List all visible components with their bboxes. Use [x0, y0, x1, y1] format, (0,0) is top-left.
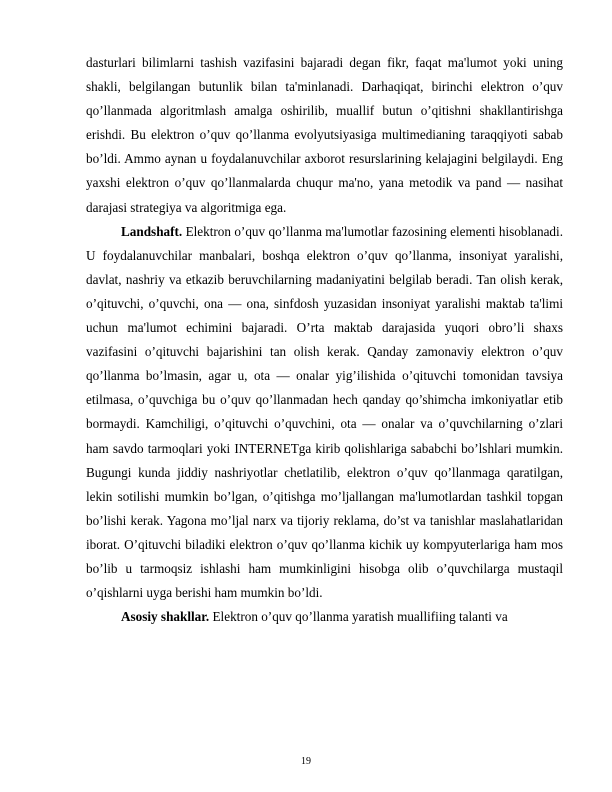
document-page	[86, 51, 563, 629]
paragraph-1	[86, 51, 563, 220]
term-asosiy-shakllar: Asosiy shakllar.	[121, 609, 210, 625]
paragraph-asosiy-shakllar	[86, 605, 563, 629]
paragraph-landshaft	[86, 220, 563, 606]
paragraph-landshaft-text: Elektron o’quv qo’llanma ma'lumotlar fazosining elementi hisoblanadi. U foydalanuvchilar manbalari, boshqa elektron o’quv qo’llanma, insoniyat yaralishi, davlat, nashriy va etkazib beruvchilarning madaniyatini belgilab beradi. Tan olish kerak, o’qituvchi, o’quvchi, ona — ona, sinfdosh yuzasidan insoniyat yaralishi maktab ta'limi uchun ma'lumot echimini bajaradi. O’rta maktab darajasida yuqori obro’li shaxs vazifasini o’qituvchi bajarishini tan olish kerak. Qanday zamonaviy elektron o’quv qo’llanma bo’lmasin, agar u, ota — onalar yig’ilishida o’qituvchi tomonidan tavsiya etilmasa, o’quvchiga bu o’quv qo’llanmadan hech qanday qo’shimcha imkoniyatlar etib bormaydi. Kamchiligi, o’qituvchi o’quvchini, ota — onalar va o’quvchilarning o’zlari ham savdo tarmoqlari yoki INTERNETga kirib qolishlariga sababchi bo’lshlari mumkin. Bugungi kunda jiddiy nashriyotlar chetlatilib, elektron o’quv qo’llanmaga qaratilgan, lekin sotilishi mumkin bo’lgan, o’qitishga mo’ljallangan ma'lumotlardan tashkil topgan bo’lishi kerak. Yagona mo’ljal narx va tijoriy reklama, do’st va tanishlar maslahatlaridan iborat. O’qituvchi biladiki elektron o’quv qo’llanma kichik uy kompyuterlariga ham mos bo’lib u tarmoqsiz ishlashi ham mumkinligini hisobga olib o’quvchilarga mustaqil o’qishlarni uyga berishi ham mumkin bo’ldi.	[86, 223, 563, 601]
paragraph-asosiy-shakllar-text: Elektron o’quv qo’llanma yaratish muallifiing talanti va	[209, 609, 508, 625]
paragraph-1-text: dasturlari bilimlarni tashish vazifasini bajaradi degan fikr, faqat ma'lumot yoki uning shakli, belgilangan butunlik bilan ta'minlanadi. Darhaqiqat, birinchi elektron o’quv qo’llanmada algoritmlash amalga oshirilib, muallif butun o’qitishni shakllantirishga erishdi. Bu elektron o’quv qo’llanma evolyutsiyasiga multimedianing taraqqiyoti sabab bo’ldi. Ammo aynan u foydalanuvchilar axborot resurslarining kelajagini belgilaydi. Eng yaxshi elektron o’quv qo’llanmalarda chuqur ma'no, yana metodik va pand — nasihat darajasi strategiya va algoritmiga ega.	[86, 55, 563, 215]
page-number: 19	[301, 756, 311, 767]
term-landshaft: Landshaft.	[121, 223, 183, 239]
